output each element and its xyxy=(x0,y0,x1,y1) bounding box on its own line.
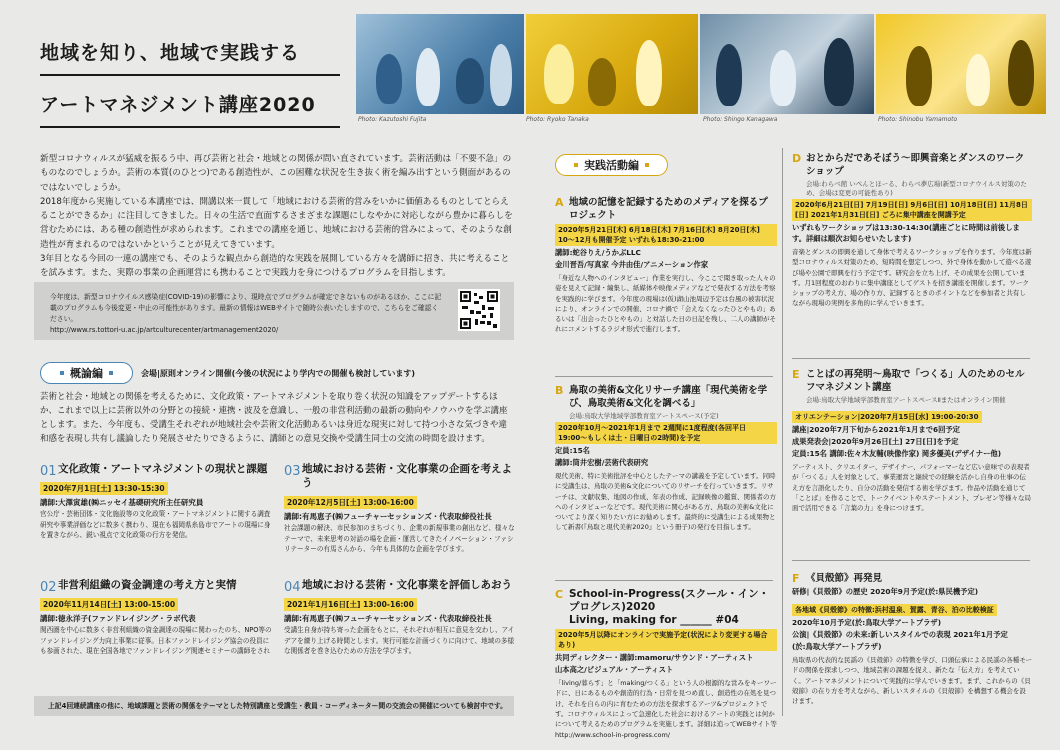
title-line-1: 地域を知り、地域で実践する xyxy=(40,38,340,76)
square-bullet-icon xyxy=(645,163,649,167)
notice-text: 今年度は、新型コロナウイルス感染症(COVID-19)の影響により、現時点でプログラムが確定できないものがあるほか、ここに記載のプログラムも今後変更・中止の可能性があります。最新の情報はWEBサイトで随時公表いたしますので、こちらをご確認ください。 xyxy=(50,293,442,323)
project-lecturer: 講師:蛇谷りえ/うかぶLLC xyxy=(555,248,641,257)
main-title xyxy=(40,38,340,128)
project-title: 《貝殻節》再発見 xyxy=(806,573,883,584)
photo-credit: Photo: Shingo Kanagawa xyxy=(703,116,778,123)
lecture-01 xyxy=(40,462,272,541)
gaisetsu-description: 芸術と社会・地域との関係を考えるために、文化政策・アートマネジメントを取り巻く状況の知識をアップデートするほか、これまで以上に芸術以外の分野との接続・連携・波及を意識し、一般の非営利活動の最新の動向やノウハウを学ぶ講座とします。また、今年度も、受講生それぞれが地域社会や芸術文化活動あるいは身近な現実に対して持つ小さな気づきや違和感を表現し共有し議論したり発展させたりできるように、講師との意見交換や受講生同士の交流の時間を設けます。 xyxy=(40,392,508,444)
lecture-description: 官公庁・芸術団体・文化施設等の文化政策・アートマネジメントに関する調査研究や事業評価などに数多く携わり、現在も福岡県糸島市でアートの現場に身を置きながら、鋭い視点で文化政策の行方を発信。 xyxy=(40,510,271,539)
qr-code-icon xyxy=(458,289,500,331)
project-dates: 2020年5月21日[木] 6月18日[木] 7月16日[木] 8月20日[木] 10〜12月も開催予定 いずれも18:30-21:00 xyxy=(555,224,777,246)
project-letter: F xyxy=(792,572,800,585)
project-e xyxy=(792,368,1032,513)
project-venue: 会場:わらべ館 いぺんとほーる、わらべ夢広場(新型コロナウイルス対策のため、会場は変更の可能性あり) xyxy=(806,180,1027,197)
project-dates: 2020年6月21日[日] 7月19日[日] 9月6日[日] 10月18日[日] 11月8日[日] 2021年1月31日[日] ごろに集中講座を開講予定 xyxy=(792,199,1032,221)
lecture-title: 地域における芸術・文化事業を評価しあおう xyxy=(302,579,512,591)
lecture-lecturer: 講師:徳永洋子(ファンドレイジング・ラボ代表 xyxy=(40,614,196,623)
project-letter: B xyxy=(555,384,564,397)
photo-workshop-1 xyxy=(356,14,524,114)
project-capacity: 定員:15名 xyxy=(555,446,590,455)
project-subtitle: Living, making for ______ #04 xyxy=(569,614,739,626)
photo-credit: Photo: Shinobu Yamamoto xyxy=(878,116,958,123)
project-d xyxy=(792,152,1032,309)
intro-paragraph: 2018年度から実施している本講座では、開講以来一貫して「地域における芸術的営みをいかに価値あるものとしてとらえることができるか」に注目してきました。日々の生活で直面するさまざまな課題にしなやかに対応しながら豊かに暮らしを営むためには、ある種の創造性が求められます。これまでの講座を通じ、地域における芸術的営みによって、そのような創造性が育まれるのではないかということが見えてきています。 xyxy=(40,196,513,250)
title-line-2: アートマネジメント講座2020 xyxy=(40,76,340,128)
photo-workshop-2 xyxy=(526,14,698,114)
project-venue: 会場:鳥取大学地域学部教育室アートスペースⅡまたはオンライン開催 xyxy=(806,396,1006,404)
lecture-title: 地域における芸術・文化事業の企画を考えよう xyxy=(302,463,512,489)
project-research-date: 2020年10月予定(於:鳥取大学アートプラザ) xyxy=(792,618,942,627)
lecture-02 xyxy=(40,578,272,657)
lecture-date: 2020年11月14日[土] 13:00-15:00 xyxy=(40,598,178,611)
project-research-detail: 各地域《貝殻節》の特徴:浜村温泉、賀露、青谷、泊の比較検証 xyxy=(792,604,997,616)
lecture-date: 2020年12月5日[土] 13:00-16:00 xyxy=(284,496,417,509)
project-dates: 2020年10月〜2021年1月まで 2週間に1度程度(各回平日19:00〜もしくは土・日曜日の2時間)を予定 xyxy=(555,422,777,444)
lecture-description: 関西圏を中心に数多く非営利組織の資金調達の現場に関わったのち、NPO等のファンドレイジング力向上事業に従事。日本ファンドレイジング協会の役員にも参画された、現在全国各地でファンドレイジング関連セミナーの講師をされ xyxy=(40,626,272,655)
square-bullet-icon xyxy=(109,371,113,375)
photo-workshop-4 xyxy=(876,14,1046,114)
section-divider xyxy=(555,376,773,377)
project-letter: D xyxy=(792,152,802,165)
project-course: 講座|2020年7月下旬から2021年1月まで6回予定 xyxy=(792,425,960,434)
project-public-venue: (於:鳥取大学アートプラザ) xyxy=(792,642,882,651)
covid-notice xyxy=(34,282,514,340)
project-title: School-in-Progress(スクール・イン・プログレス)2020 xyxy=(569,588,770,613)
lecture-description: 受講生自身が持ち寄った企画をもとに、それぞれが相互に意見を交わし、アイデアを練り上げる時間とします。実行可能な計画づくりに向けて、地域の多様な関係者を巻き込むための方法を学びます。 xyxy=(284,626,515,655)
lecture-number: 04 xyxy=(284,580,301,595)
bottom-note: 上記4回連続講座の他に、地域課題と芸術の関係をテーマとした特別講座と受講生・教員・コーディネーター間の交流会の開催についても検討中です。 xyxy=(34,696,514,716)
lecture-lecturer: 講師:有馬恵子(㈱フューチャーセッションズ・代表取締役社長 xyxy=(284,614,492,623)
project-description: アーティスト、クリエイター、デザイナー、パフォーマーなど広い意味での表現者が「つくる」人を対象として、事業運営と継続での経験を活かし自身の仕事の伝え方を言語化したり、自分の活動を発信する術を学びます。作品や活動を通じて「ことば」を作ることで、トークイベントやステートメント、プレゼン等様々な局面で活用できる「言葉の力」を身につけます。 xyxy=(792,463,1032,513)
project-workshop-time: いずれもワークショップは13:30-14:30(講座ごとに時間は前後します。詳細は順次お知らせいたします) xyxy=(792,223,1020,243)
notice-url[interactable]: http://www.rs.tottori-u.ac.jp/artculturecenter/artmanagement2020/ xyxy=(50,326,279,334)
intro-text xyxy=(40,152,514,281)
project-b xyxy=(555,384,777,533)
photo-credit: Photo: Kazutoshi Fujita xyxy=(358,116,427,123)
project-description: 音楽とダンスの即興を通して身体で考えるワークショップを作ります。今年度は新型コロナウィルス対策のため、短時間を想定しつつ、外で身体を動かして遊べる遊び場や公園で即興を行う予定です。研究会を立ち上げ、その成果を公開しています。月1回程度のおわりに集中講座としてゲストを招き講座を開催します。ワークショップの考え方、場の作り方、記録するときのポイントなどを参加者と共有しながら現場の実例を多角的に学んでいきます。 xyxy=(792,248,1032,308)
gaisetsu-venue: 会場|原則オンライン開催(今後の状況により学内での開催も検討しています) xyxy=(141,368,415,378)
lecture-number: 03 xyxy=(284,464,301,479)
project-lecturer: 講師:筒井宏樹/芸術代表研究 xyxy=(555,458,649,467)
project-lecturer-2: 金川晋吾/写真家 今井由佳/アニメーション作家 xyxy=(555,260,709,269)
square-bullet-icon xyxy=(574,163,578,167)
lecture-number: 02 xyxy=(40,580,57,595)
intro-paragraph: 3年目となる今回の一連の講座でも、そのような観点から創造的な実践を展開している方々を講師に招き、共に考えることを試みます。また、実際の事業の企画運営にも携わることで実践力を身につけるプログラムを目指します。 xyxy=(40,254,510,279)
project-dates: 2020年5月以降にオンラインで実施予定(状況により変更する場合あり) xyxy=(555,629,777,651)
section-divider xyxy=(555,580,773,581)
project-description: 鳥取県の代表的な民謡の《貝殻節》の特徴を学び、口頭伝承による民謡の各種モードの関係を探求しつつ、地域芸術の課題を捉え、新たな「伝え方」を考えていく。アートマネジメントについて実践的に学んでいきます。まず、これからの《貝殻節》の在り方を考えながら、新しいスタイルの《貝殻節》を構想する機会を設けます。 xyxy=(792,656,1032,706)
project-capacity: 定員:15名 講師:佐々木友輔(映像作家) 岡多優美(デザイナー他) xyxy=(792,449,1002,458)
project-letter: C xyxy=(555,588,564,601)
project-description: 「身近な人物へのインタビュー」作業を実行し、今ここで聞き取った人々の姿を見えて記録・編集し、紙媒体や映像メディアなどで発表する方法を考察を実践的に学びます。今年度の現場は(仮)湖山池周辺予定は台風の被害状況により、オンラインでの開催、コロナ禍で「会えなくなったひとやもの」あるいは「出会ったひとやもの」と対話した日の日記を残し、二人の講師がそれにコメントするラジオ形式で進行します。 xyxy=(555,274,776,334)
project-title: 鳥取の美術&文化リサーチ講座「現代美術を学び、鳥取美術&文化を調べる」 xyxy=(569,385,768,409)
project-director-2: 山本高之/ビジュアル・アーティスト xyxy=(555,665,674,674)
column-divider xyxy=(782,148,783,716)
lecture-number: 01 xyxy=(40,464,57,479)
project-a xyxy=(555,196,777,335)
lecture-date: 2021年1月16日[土] 13:00-16:00 xyxy=(284,598,417,611)
photo-strip xyxy=(356,14,1046,114)
section-divider xyxy=(792,358,1030,359)
photo-credit: Photo: Ryoko Tanaka xyxy=(526,116,589,123)
project-letter: A xyxy=(555,196,564,209)
project-title: 地域の記憶を記録するためのメディアを探るプロジェクト xyxy=(569,197,768,221)
project-description: 「living/暮らす」と「making/つくる」という人の根源的な営みをキーワードに、日にあるものや創造的行為・日常を見つめ直し、創造性の在処を見つけ、それを自らの内に育むための方法を探求するアーツ&プロジェクトです。コロナウィルスによって急速化した社会におけるアートの実践とは何かについて考えるためのプログラムを実施します。詳細は追ってWEBサイト等 xyxy=(555,679,777,729)
lecture-03 xyxy=(284,462,516,555)
jissen-label: 実践活動編 xyxy=(555,154,668,176)
project-director: 共同ディレクター・講師:mamoru/サウンド・アーティスト xyxy=(555,653,754,662)
project-title: ことばの再発明〜鳥取で「つくる」人のためのセルフマネジメント講座 xyxy=(806,369,1025,393)
jissen-header xyxy=(555,152,668,176)
project-venue: 会場:鳥取大学地域学部教育室アートスペース(予定) xyxy=(569,412,719,420)
project-letter: E xyxy=(792,368,800,381)
project-f xyxy=(792,572,1032,706)
project-research: 研修|《貝殻節》の歴史 2020年9月予定(於:県民機予定) xyxy=(792,587,979,596)
project-c xyxy=(555,588,777,740)
lecture-title: 非営利組織の資金調達の考え方と実情 xyxy=(58,579,237,591)
square-bullet-icon xyxy=(60,371,64,375)
project-public: 公演|《貝殻節》の未来:新しいスタイルでの表現 2021年1月予定 xyxy=(792,630,1008,639)
photo-workshop-3 xyxy=(700,14,874,114)
lecture-lecturer: 講師:大澤寅雄(㈱ニッセイ基礎研究所主任研究員 xyxy=(40,498,204,507)
lecture-title: 文化政策・アートマネジメントの現状と課題 xyxy=(58,463,268,475)
gaisetsu-header xyxy=(40,362,415,384)
lecture-description: 社会課題の解決、市民参加のまちづくり、企業の新規事業の創出など、様々なテーマで、未来思考の対話の場を企画・運営してきたイノベーション・ファシリテーターの有馬さんから、今年も具体的な企画を学びます。 xyxy=(284,524,515,553)
intro-paragraph: 新型コロナウィルスが猛威を振るう中、再び芸術と社会・地域との関係が問い直されています。芸術活動は「不要不急」のものなのでしょうか。芸術の本質(のひとつ)である創造性が、この困難な状況を生き抜く術を編み出すという側面があるのではないでしょうか。 xyxy=(40,154,512,193)
section-divider xyxy=(792,560,1030,561)
project-title: おとからだであそぼう〜即興音楽とダンスのワークショップ xyxy=(806,153,1025,177)
gaisetsu-label: 概論編 xyxy=(40,362,133,384)
project-description: 現代美術、特に美術批評を中心としたテーマの講義を予定しています。同時に受講生は、鳥取の美術&文化についてのリサーチを行っていきます。リサーチは、文献収集、地図の作成、年表の作成、記録映像の鑑賞、関係者の方へのインタビューなどです。現代美術に関心がある方、鳥取の美術&文化についてより深く知りたい方にお勧めします。最終的に受講生による成果物として新書(『鳥取と現代美術2020』という冊子)の発行を目指します。 xyxy=(555,472,776,532)
project-results: 成果発表会|2020年9月26日[土] 27日[日]を予定 xyxy=(792,437,959,446)
lecture-04 xyxy=(284,578,516,657)
lecture-date: 2020年7月1日[土] 13:30-15:30 xyxy=(40,482,168,495)
project-url[interactable]: http://www.school-in-progress.com/ xyxy=(555,731,670,739)
project-orientation: オリエンテーション|2020年7月15日[水] 19:00-20:30 xyxy=(792,411,982,423)
lecture-lecturer: 講師:有馬恵子(㈱フューチャーセッションズ・代表取締役社長 xyxy=(284,512,492,521)
